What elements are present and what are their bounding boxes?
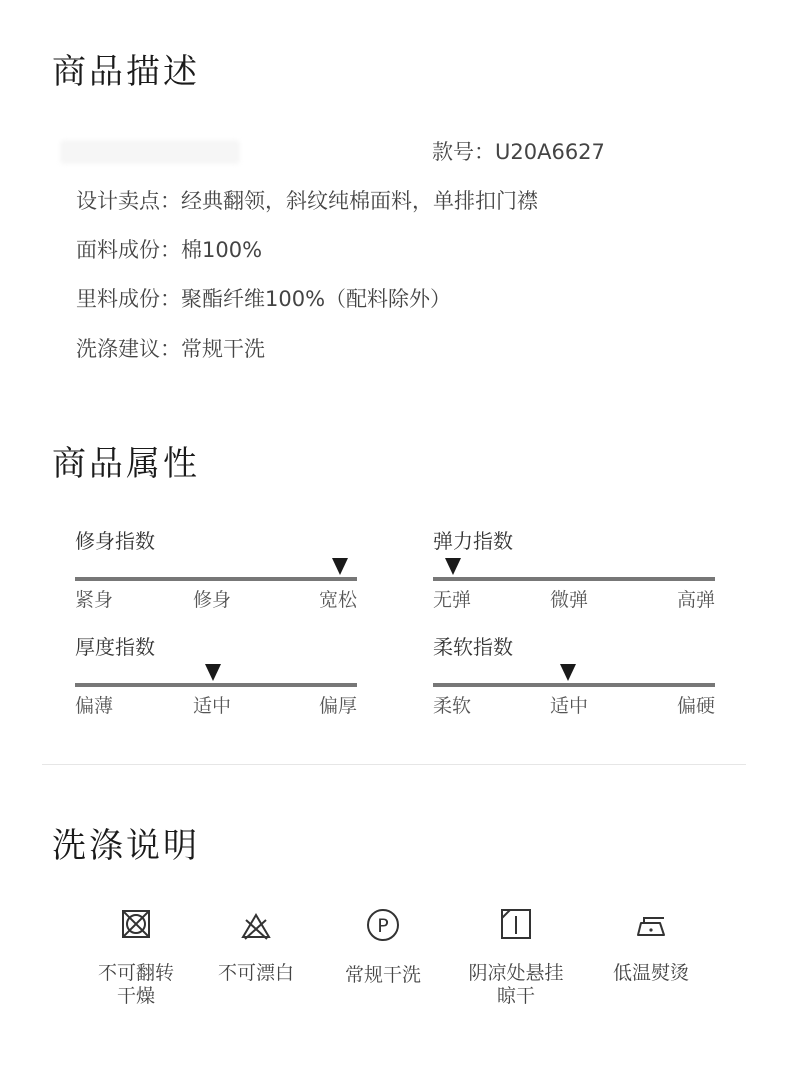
- section-title-attributes: 商品属性: [52, 444, 200, 484]
- desc-design-points: 设计卖点：经典翻领，斜纹纯棉面料，单排扣门襟: [76, 189, 538, 213]
- attr-softness-marker: [560, 664, 576, 681]
- care-label-no-tumble-dry: 不可翻转 干燥: [97, 962, 174, 1007]
- attr-softness-title: 柔软指数: [433, 635, 513, 659]
- attr-elasticity-marker: [445, 558, 461, 575]
- attr-elasticity-title: 弹力指数: [433, 529, 513, 553]
- attr-thickness: [75, 634, 357, 724]
- attr-elasticity-label-mid: 微弹: [550, 589, 589, 611]
- attr-fit-title: 修身指数: [75, 529, 155, 553]
- attr-elasticity-scale: [433, 577, 715, 581]
- dry-clean-p-icon: [366, 908, 400, 942]
- attr-fit-scale: [75, 577, 357, 581]
- care-item-iron-low: [591, 908, 711, 985]
- blurred-placeholder: [60, 140, 240, 164]
- iron-low-icon: [634, 908, 668, 940]
- attr-thickness-scale: [75, 683, 357, 687]
- care-label-iron-low: 低温熨烫: [612, 962, 689, 984]
- attr-thickness-label-high: 偏厚: [318, 695, 357, 717]
- attr-softness: [433, 634, 715, 724]
- section-divider: [42, 764, 746, 765]
- attr-elasticity-label-low: 无弹: [433, 589, 472, 611]
- attr-thickness-label-mid: 适中: [193, 695, 232, 717]
- attr-elasticity-label-high: 高弹: [676, 589, 715, 611]
- no-tumble-dry-icon: [120, 908, 152, 940]
- no-bleach-icon: [240, 908, 272, 940]
- desc-wash-advice: 洗涤建议：常规干洗: [76, 337, 265, 361]
- care-label-dry-clean: 常规干洗: [344, 964, 421, 986]
- attr-softness-scale: [433, 683, 715, 687]
- attr-fit-label-high: 宽松: [318, 589, 357, 611]
- care-item-line-dry-shade: [456, 908, 576, 1008]
- style-number: 款号：U20A6627: [432, 140, 605, 164]
- attr-thickness-label-low: 偏薄: [75, 695, 114, 717]
- attr-elasticity: [433, 528, 715, 618]
- care-item-no-tumble-dry: [76, 908, 196, 1008]
- attr-fit-label-low: 紧身: [75, 589, 114, 611]
- attr-thickness-marker: [205, 664, 221, 681]
- attr-softness-label-mid: 适中: [550, 695, 589, 717]
- line-dry-shade-icon: [500, 908, 532, 940]
- section-title-description: 商品描述: [52, 52, 200, 92]
- svg-text:P: P: [377, 915, 389, 937]
- attr-fit-label-mid: 修身: [193, 589, 232, 611]
- care-label-no-bleach: 不可漂白: [217, 962, 294, 984]
- attr-softness-label-high: 偏硬: [676, 695, 715, 717]
- attr-thickness-title: 厚度指数: [75, 635, 155, 659]
- section-title-care: 洗涤说明: [52, 826, 200, 866]
- desc-fabric: 面料成份：棉100%: [76, 238, 263, 262]
- care-label-line-dry-shade: 阴凉处悬挂 晾干: [468, 962, 564, 1007]
- desc-lining: 里料成份：聚酯纤维100%（配料除外）: [76, 287, 452, 311]
- attr-softness-label-low: 柔软: [433, 695, 472, 717]
- care-item-no-bleach: [196, 908, 316, 985]
- care-item-dry-clean: [323, 908, 443, 987]
- attr-fit-marker: [332, 558, 348, 575]
- attr-fit: [75, 528, 357, 618]
